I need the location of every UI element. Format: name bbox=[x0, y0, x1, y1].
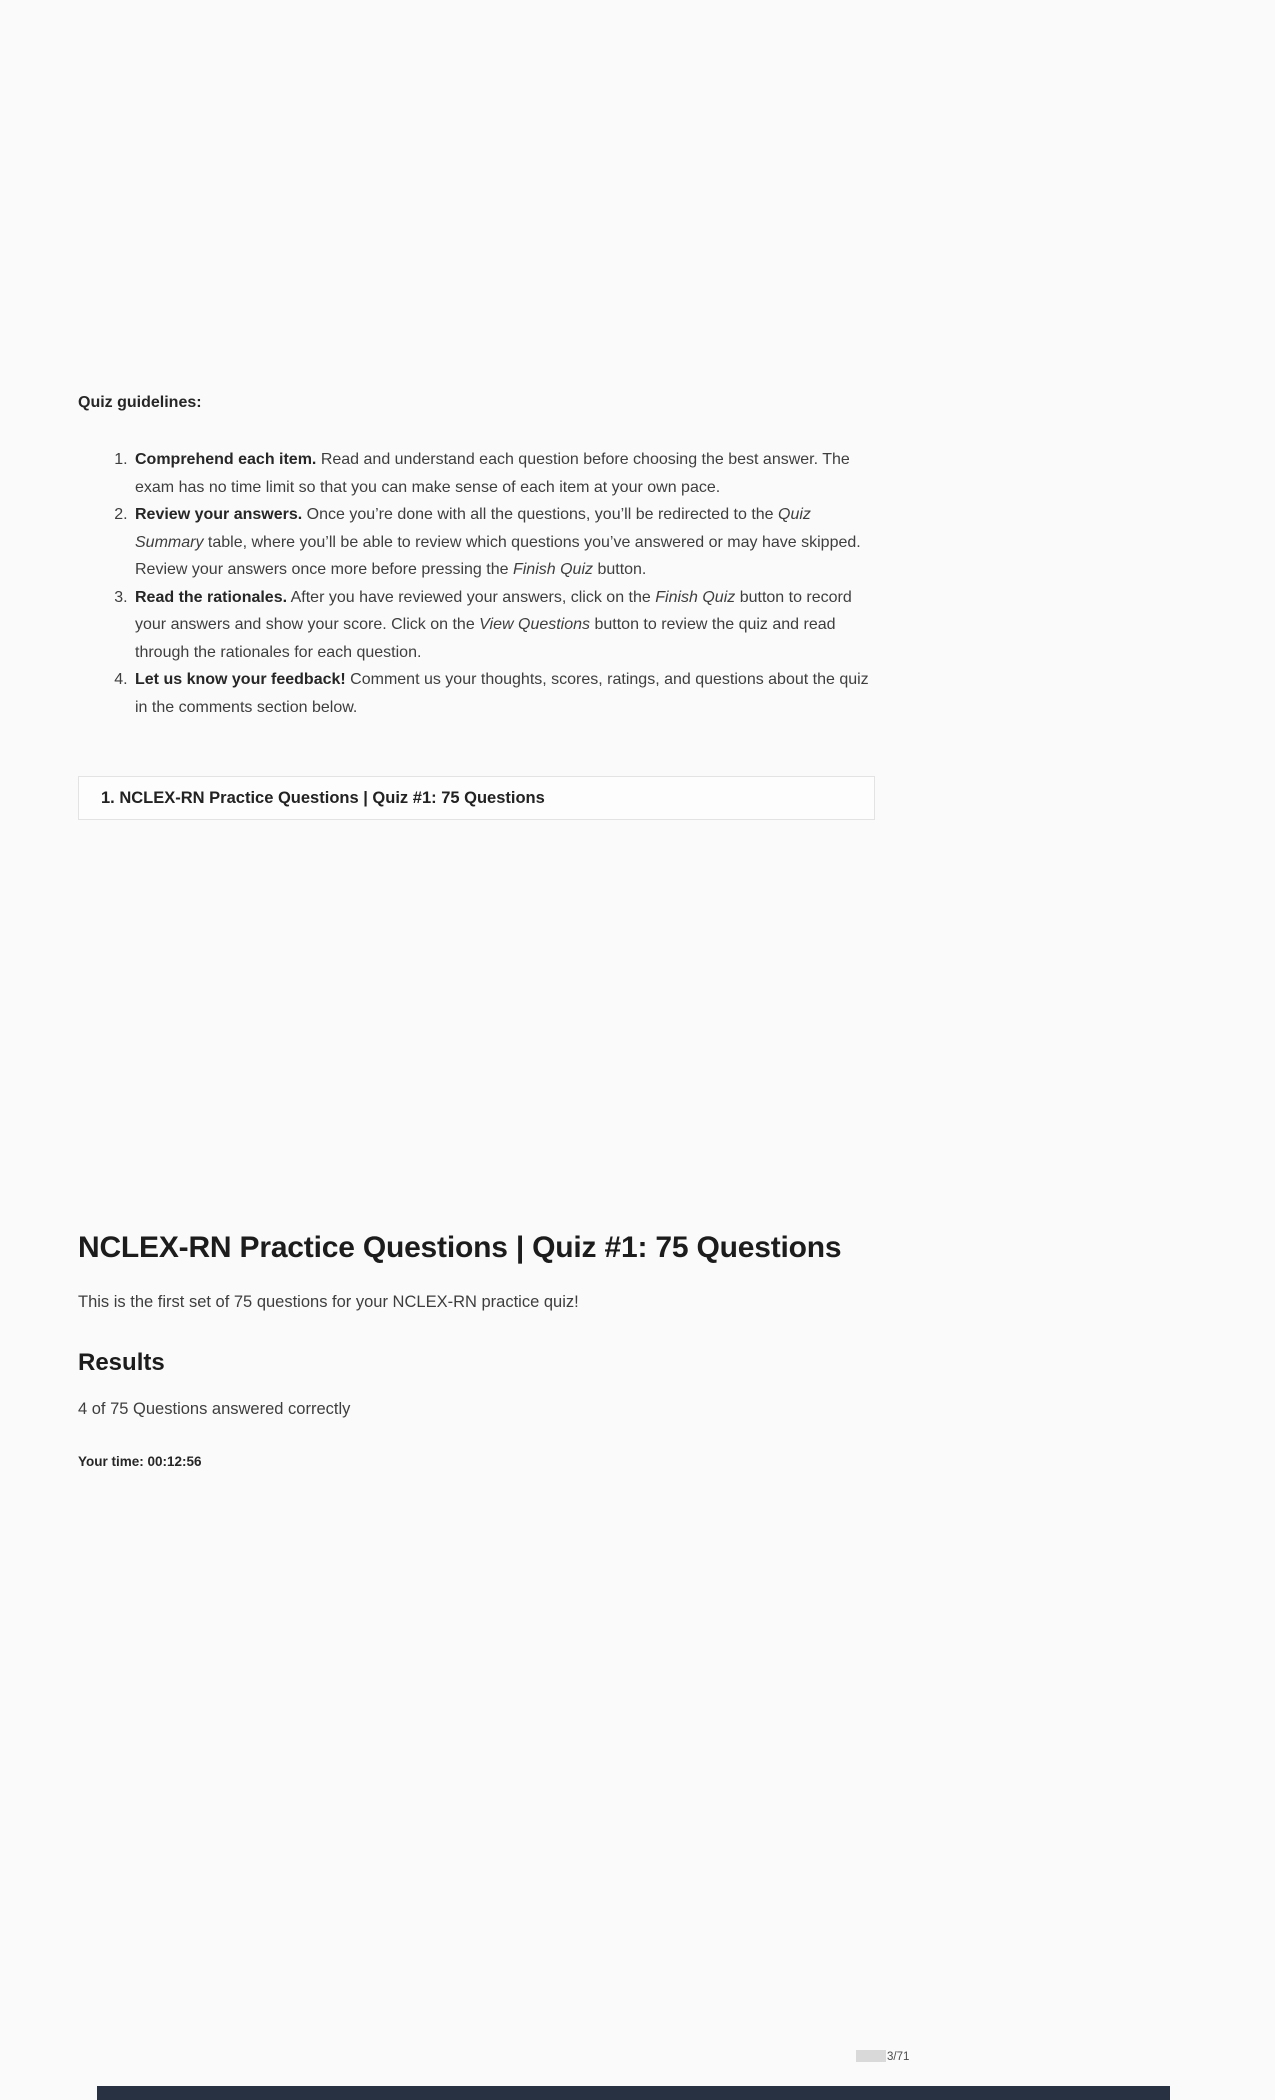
guideline-text-segment: Quiz Summary bbox=[135, 506, 811, 551]
guideline-text-segment: Read the rationales. bbox=[135, 588, 288, 606]
guidelines-heading: Quiz guidelines: bbox=[78, 394, 202, 411]
toc-quiz-link-box[interactable] bbox=[78, 776, 875, 820]
guideline-text-segment: button. bbox=[593, 561, 647, 578]
guideline-text-segment: After you have reviewed your answers, click on the bbox=[287, 588, 656, 606]
guideline-text-segment: Review your answers. bbox=[135, 506, 303, 523]
guideline-text-segment: Comment us your thoughts, scores, ratings, and questions about the quiz in the comments section below. bbox=[135, 671, 869, 716]
results-heading: Results bbox=[78, 1349, 165, 1376]
guideline-text-segment: button to record your answers and show your score. Click on the bbox=[135, 588, 852, 633]
quiz-time: Your time: 00:12:56 bbox=[78, 1454, 202, 1469]
toc-quiz-link-label: 1. NCLEX-RN Practice Questions | Quiz #1: 75 Questions bbox=[101, 788, 545, 807]
guideline-item bbox=[132, 446, 875, 501]
footer-placeholder-box bbox=[856, 2050, 886, 2062]
results-text: 4 of 75 Questions answered correctly bbox=[78, 1400, 351, 1418]
guideline-text-segment: View Questions bbox=[479, 616, 591, 633]
guideline-text-segment: Finish Quiz bbox=[655, 588, 736, 606]
guideline-item bbox=[132, 584, 875, 667]
guideline-text-segment: table, where you’ll be able to review which questions you’ve answered or may have skipped. Review your answers once more before pressing the bbox=[135, 533, 861, 578]
guideline-text-segment: Finish Quiz bbox=[512, 561, 593, 578]
page-number: 3/71 bbox=[887, 2051, 910, 2063]
guideline-text-segment: Read and understand each question before choosing the best answer. The exam has no time limit so that you can make sense of each item at your own pace. bbox=[135, 451, 850, 496]
guidelines-list bbox=[78, 446, 875, 721]
guideline-item bbox=[132, 666, 875, 721]
article-intro: This is the first set of 75 questions for your NCLEX-RN practice quiz! bbox=[78, 1293, 579, 1311]
guideline-text-segment: Once you’re done with all the questions, you’ll be redirected to the bbox=[302, 506, 779, 523]
guideline-text-segment: button to review the quiz and read through the rationales for each question. bbox=[135, 616, 836, 661]
guidelines-section bbox=[78, 446, 875, 721]
guideline-text-segment: Let us know your feedback! bbox=[135, 671, 346, 688]
guideline-item bbox=[132, 501, 875, 584]
article-title: NCLEX-RN Practice Questions | Quiz #1: 75 Questions bbox=[78, 1231, 842, 1264]
bottom-dark-bar bbox=[97, 2086, 1170, 2100]
guideline-text-segment: Comprehend each item. bbox=[135, 451, 317, 468]
